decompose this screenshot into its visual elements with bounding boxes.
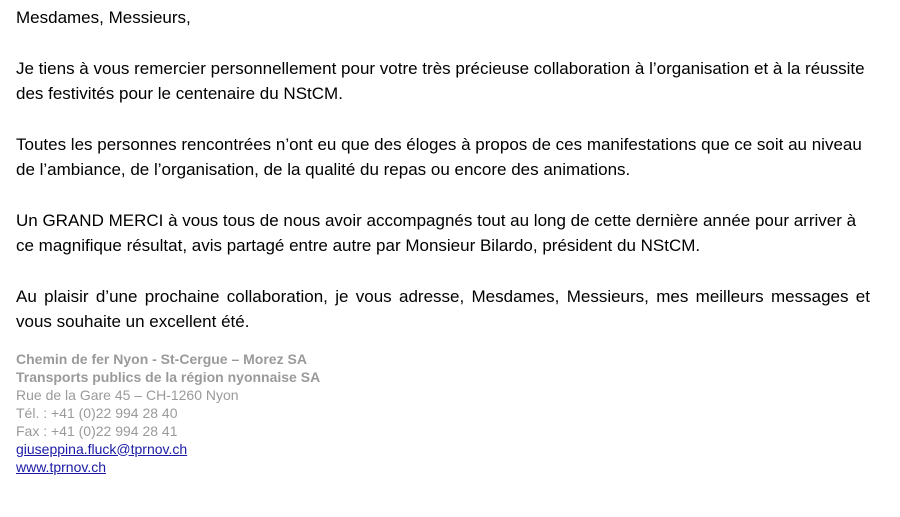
letter-body	[16, 5, 870, 476]
signature-address: Rue de la Gare 45 – CH-1260 Nyon	[16, 386, 239, 403]
signature-fax: Fax : +41 (0)22 994 28 41	[16, 422, 178, 439]
signature-company-tpr: Transports publics de la région nyonnaise SA	[16, 368, 321, 385]
paragraph-praise: Toutes les personnes rencontrées n’ont eu que des éloges à propos de ces manifestations que ce soit au niveau de l’ambiance, de l’organisation, de la qualité du repas ou encore des animations.	[16, 134, 862, 179]
paragraph-grand-merci: Un GRAND MERCI à vous tous de nous avoir accompagnés tout au long de cette dernière année pour arriver à ce magnifique résultat, avis partagé entre autre par Monsieur Bilardo, président du NStCM.	[16, 210, 857, 255]
signature-phone: Tél. : +41 (0)22 994 28 40	[16, 404, 178, 421]
paragraph-closing: Au plaisir d’une prochaine collaboration, je vous adresse, Mesdames, Messieurs, mes meilleurs messages et vous souhaite un excellent été.	[16, 286, 870, 331]
email-signature	[16, 350, 870, 476]
signature-email-link[interactable]: giuseppina.fluck@tprnov.ch	[16, 440, 188, 457]
paragraph-thanks: Je tiens à vous remercier personnellement pour votre très précieuse collaboration à l’organisation et à la réussite des festivités pour le centenaire du NStCM.	[16, 58, 865, 103]
letter-greeting: Mesdames, Messieurs,	[16, 8, 191, 27]
signature-website-link[interactable]: www.tprnov.ch	[16, 458, 106, 475]
signature-company-nstcm: Chemin de fer Nyon - St-Cergue – Morez SA	[16, 350, 307, 367]
